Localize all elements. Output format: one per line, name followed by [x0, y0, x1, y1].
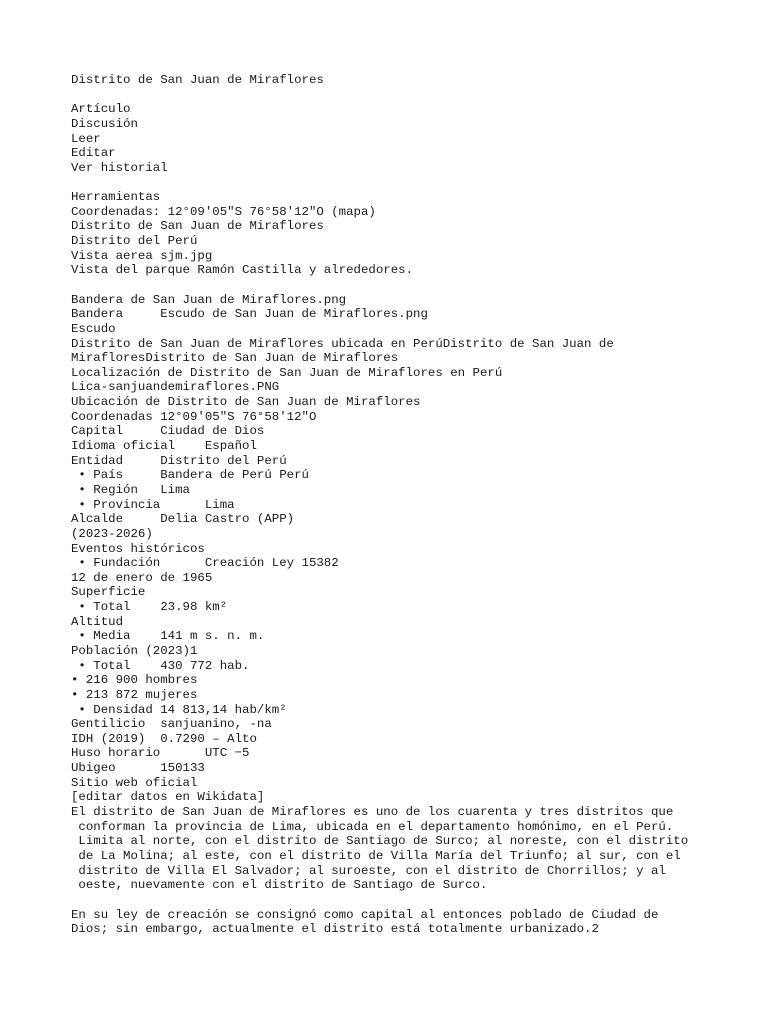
infobox-line: • Provincia Lima — [71, 497, 235, 512]
infobox-line: (2023-2026) — [71, 526, 153, 541]
infobox-line: Sitio web oficial — [71, 775, 198, 790]
paragraph-line: oeste, nuevamente con el distrito de Santiago de Surco. — [71, 878, 488, 893]
tools-label: Herramientas — [71, 190, 161, 205]
infobox-line: Bandera de San Juan de Miraflores.png — [71, 292, 347, 307]
infobox-line: MirafloresDistrito de San Juan de Miraflores — [71, 351, 399, 366]
nav-item[interactable]: Ver historial — [71, 160, 168, 175]
infobox-line: Altitud — [71, 614, 124, 629]
paragraph-line: distrito de Villa El Salvador; al suroeste, con el distrito de Chorrillos; y al — [71, 863, 666, 878]
infobox-line: Vista aerea sjm.jpg — [71, 248, 213, 263]
infobox-line: Coordenadas 12°09'05"S 76°58'12"O — [71, 409, 317, 424]
infobox-line: Lica-sanjuandemiraflores.PNG — [71, 380, 280, 395]
infobox-line: • Total 23.98 km² — [71, 600, 228, 615]
infobox-line: Distrito de San Juan de Miraflores — [71, 219, 324, 234]
paragraph-line: Dios; sin embargo, actualmente el distrito está totalmente urbanizado.2 — [71, 922, 599, 937]
infobox-line: • Total 430 772 hab. — [71, 658, 250, 673]
intro-paragraph — [71, 805, 728, 893]
infobox-line: Eventos históricos — [71, 541, 205, 556]
paragraph-line: El distrito de San Juan de Miraflores es uno de los cuarenta y tres distritos que — [71, 805, 674, 820]
spacer — [71, 88, 728, 103]
spacer — [71, 175, 728, 190]
infobox-line — [71, 278, 728, 293]
infobox-line: Superficie — [71, 585, 146, 600]
infobox-line: Bandera Escudo de San Juan de Miraflores.png — [71, 307, 428, 322]
article-nav — [71, 102, 728, 175]
infobox-line: Entidad Distrito del Perú — [71, 453, 287, 468]
spacer — [71, 893, 728, 908]
infobox-line: • Media 141 m s. n. m. — [71, 629, 265, 644]
nav-item[interactable]: Leer — [71, 131, 101, 146]
paragraph-line: En su ley de creación se consignó como capital al entonces poblado de Ciudad de — [71, 907, 659, 922]
infobox-line: Ubigeo 150133 — [71, 761, 205, 776]
infobox — [71, 205, 728, 805]
infobox-line: Idioma oficial Español — [71, 439, 257, 454]
nav-item[interactable]: Artículo — [71, 102, 131, 117]
infobox-line: Huso horario UTC −5 — [71, 746, 250, 761]
nav-item[interactable]: Discusión — [71, 116, 138, 131]
infobox-line: • Fundación Creación Ley 15382 — [71, 556, 339, 571]
infobox-line: Gentilicio sanjuanino, -na — [71, 717, 272, 732]
infobox-line: 12 de enero de 1965 — [71, 570, 213, 585]
infobox-line: Alcalde Delia Castro (APP) — [71, 512, 295, 527]
infobox-line: [editar datos en Wikidata] — [71, 790, 265, 805]
paragraph-line: conforman la provincia de Lima, ubicada en el departamento homónimo, en el Perú. — [71, 819, 674, 834]
infobox-line: Distrito del Perú — [71, 234, 198, 249]
paragraph-line: Limita al norte, con el distrito de Santiago de Surco; al noreste, con el distrito — [71, 834, 689, 849]
infobox-line: Distrito de San Juan de Miraflores ubicada en PerúDistrito de San Juan de — [71, 336, 614, 351]
infobox-line: • 216 900 hombres — [71, 673, 198, 688]
infobox-line: • 213 872 mujeres — [71, 687, 198, 702]
page-title: Distrito de San Juan de Miraflores — [71, 73, 324, 87]
infobox-line: Población (2023)1 — [71, 643, 198, 658]
infobox-line: IDH (2019) 0.7290 – Alto — [71, 731, 257, 746]
infobox-line: • Densidad 14 813,14 hab/km² — [71, 702, 287, 717]
infobox-line: Coordenadas: 12°09'05"S 76°58'12"O (mapa) — [71, 204, 376, 219]
infobox-line: Ubicación de Distrito de San Juan de Miraflores — [71, 395, 421, 410]
paragraph-line: de La Molina; al este, con el distrito de Villa María del Triunfo; al sur, con el — [71, 848, 681, 863]
infobox-line: Localización de Distrito de San Juan de Miraflores en Perú — [71, 365, 503, 380]
infobox-line: Capital Ciudad de Dios — [71, 424, 265, 439]
creation-paragraph — [71, 908, 728, 937]
infobox-line: Escudo — [71, 321, 116, 336]
infobox-line: • Región Lima — [71, 482, 190, 497]
nav-item[interactable]: Editar — [71, 146, 116, 161]
infobox-line: • País Bandera de Perú Perú — [71, 468, 309, 483]
infobox-line: Vista del parque Ramón Castilla y alrededores. — [71, 263, 414, 278]
